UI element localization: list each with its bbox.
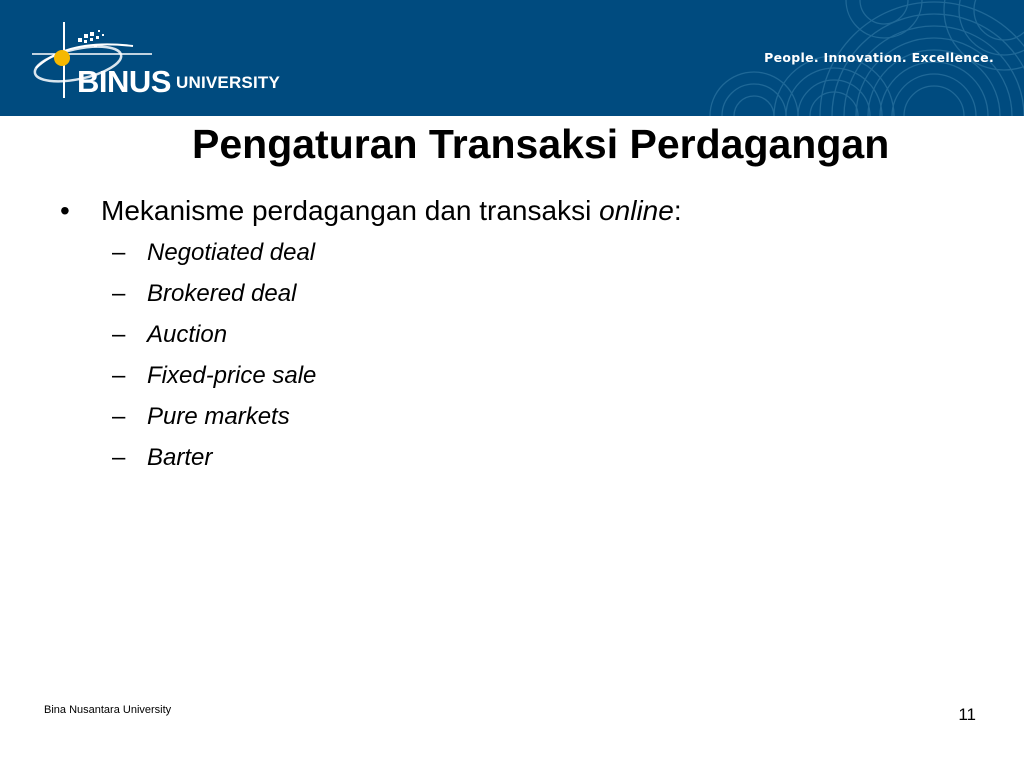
bullet-text: Mekanisme perdagangan dan transaksi: [101, 195, 600, 226]
sub-bullet-text: Barter: [147, 444, 213, 471]
page-number: 11: [958, 705, 976, 724]
sub-bullet-item: [60, 437, 960, 478]
sub-bullet-item: [60, 273, 960, 314]
sub-bullet-text: Negotiated deal: [147, 239, 316, 266]
sub-bullet-text: Fixed-price sale: [147, 362, 317, 389]
dash-icon: –: [112, 362, 126, 389]
dash-icon: –: [112, 239, 126, 266]
dash-icon: –: [112, 280, 126, 307]
bullet-icon: •: [60, 195, 70, 226]
dash-icon: –: [112, 444, 126, 471]
bullet-emphasis: online: [599, 195, 674, 226]
logo-wordmark: BINUS: [77, 64, 171, 99]
bullet-item: [60, 190, 960, 232]
dash-icon: –: [112, 403, 126, 430]
bullet-suffix: :: [673, 195, 682, 226]
slide-title: Pengaturan Transaksi Perdagangan: [192, 121, 890, 167]
footer-organization: Bina Nusantara University: [44, 704, 172, 716]
tagline: People. Innovation. Excellence.: [764, 50, 994, 65]
sub-bullet-item: [60, 355, 960, 396]
slide-content: [60, 190, 960, 478]
sub-bullet-item: [60, 232, 960, 273]
sub-bullet-item: [60, 396, 960, 437]
sub-bullet-item: [60, 314, 960, 355]
sub-bullet-text: Brokered deal: [147, 280, 297, 307]
dash-icon: –: [112, 321, 126, 348]
logo-subtitle: UNIVERSITY: [176, 73, 281, 92]
sub-bullet-text: Auction: [147, 321, 228, 348]
slide-header: [0, 0, 1024, 116]
sub-bullet-list: [60, 232, 960, 478]
binus-logo[interactable]: [28, 18, 298, 100]
sub-bullet-text: Pure markets: [147, 403, 290, 430]
